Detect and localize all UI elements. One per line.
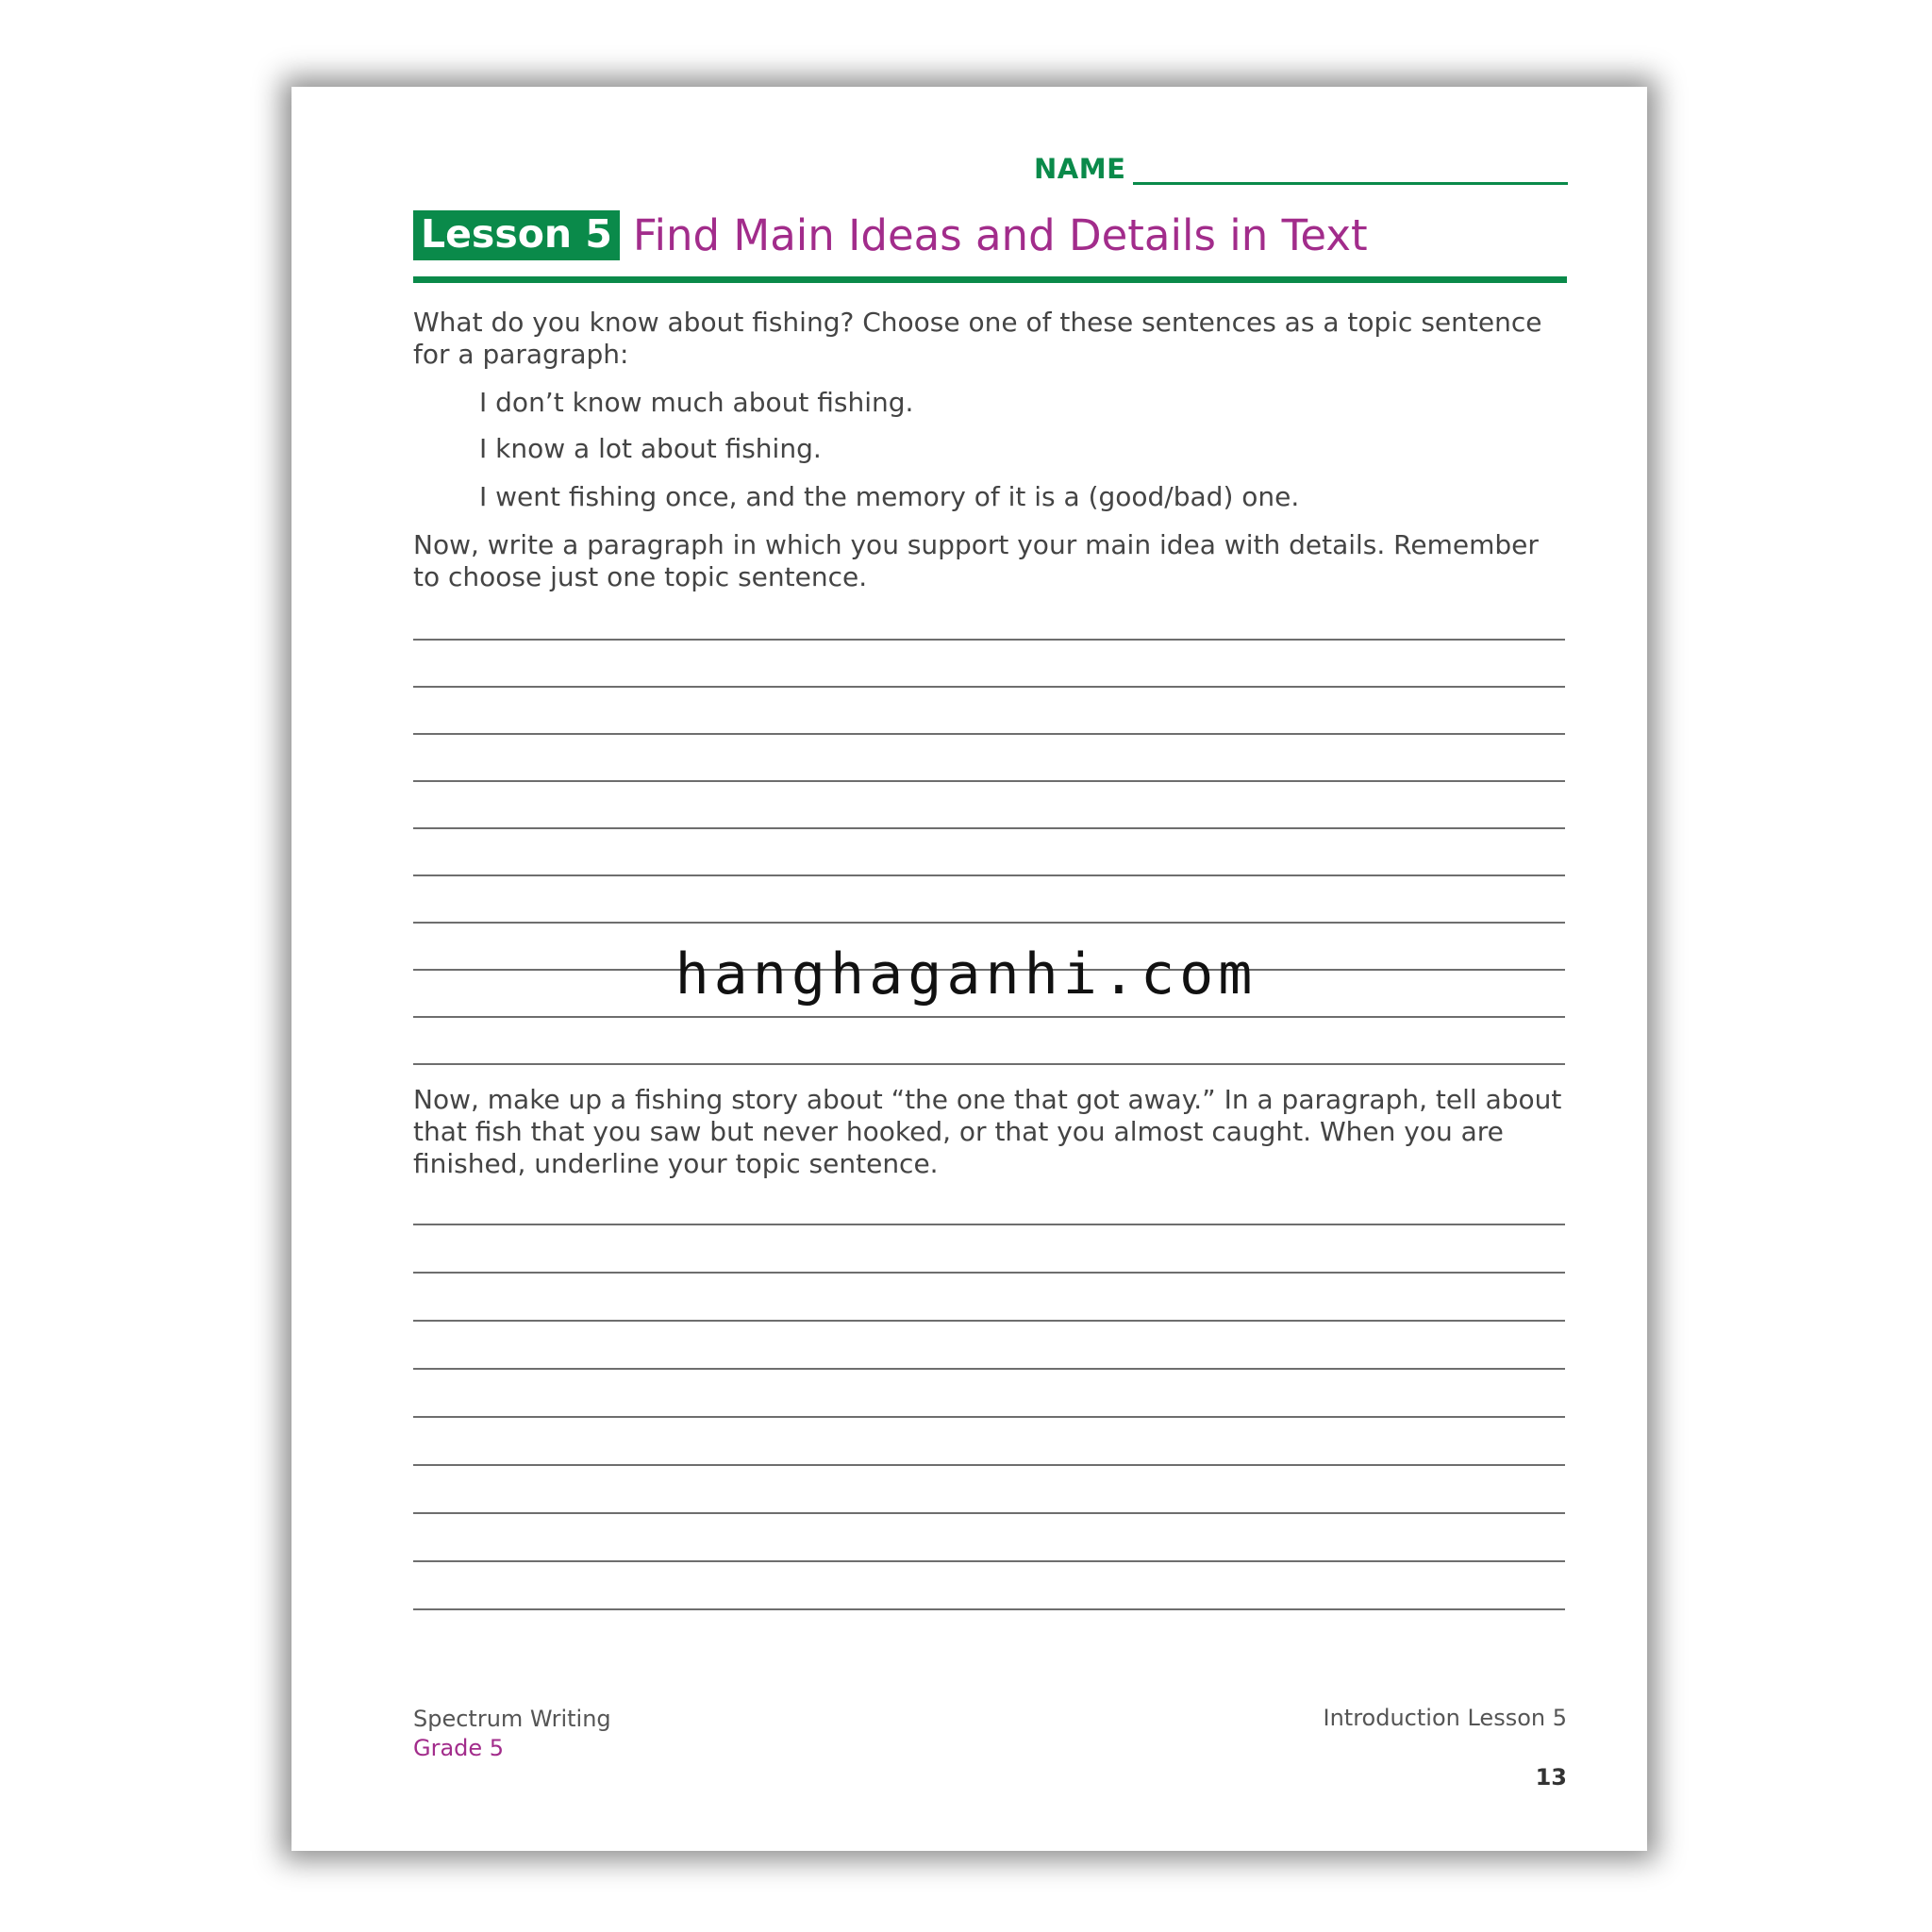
writing-line[interactable] — [413, 1063, 1565, 1065]
footer-section: Introduction Lesson 5 — [1323, 1705, 1567, 1731]
topic-option-3: I went fishing once, and the memory of it is a (good/bad) one. — [479, 481, 1300, 512]
topic-option-2: I know a lot about fishing. — [479, 433, 822, 464]
title-divider — [413, 276, 1567, 283]
section1-prompt: What do you know about fishing? Choose one of these sentences as a topic sentence for a paragraph: — [413, 307, 1542, 370]
writing-line[interactable] — [413, 827, 1565, 829]
topic-option-1: I don’t know much about fishing. — [479, 387, 914, 418]
writing-line[interactable] — [413, 1608, 1565, 1610]
section2-prompt: Now, make up a fishing story about “the one that got away.” In a paragraph, tell about that fish that you saw but never hooked, or that you almost caught. When you are finished, underline your topic sentence. — [413, 1084, 1562, 1179]
book-series: Spectrum Writing — [413, 1706, 611, 1732]
writing-line[interactable] — [413, 686, 1565, 688]
writing-line[interactable] — [413, 922, 1565, 924]
writing-line[interactable] — [413, 733, 1565, 735]
name-field — [1034, 153, 1568, 185]
writing-line[interactable] — [413, 1224, 1565, 1225]
writing-line[interactable] — [413, 1560, 1565, 1562]
page-number: 13 — [1535, 1764, 1567, 1790]
lesson-heading — [413, 210, 1567, 260]
writing-line[interactable] — [413, 1368, 1565, 1370]
writing-line[interactable] — [413, 874, 1565, 876]
writing-line[interactable] — [413, 1416, 1565, 1418]
section1-instruction: Now, write a paragraph in which you support your main idea with details. Remember to choose just one topic sentence. — [413, 529, 1539, 592]
book-grade: Grade 5 — [413, 1735, 505, 1761]
name-label: NAME — [1034, 153, 1126, 185]
writing-line[interactable] — [413, 1272, 1565, 1274]
writing-line[interactable] — [413, 1464, 1565, 1466]
lesson-badge: Lesson 5 — [413, 210, 620, 260]
writing-line[interactable] — [413, 780, 1565, 782]
name-blank-line — [1133, 176, 1568, 185]
writing-line[interactable] — [413, 639, 1565, 641]
writing-line[interactable] — [413, 1016, 1565, 1018]
footer-book-info — [413, 1705, 611, 1763]
watermark-text: hanghaganhi.com — [675, 941, 1257, 1008]
writing-line[interactable] — [413, 1320, 1565, 1322]
writing-line[interactable] — [413, 1512, 1565, 1514]
lesson-title: Find Main Ideas and Details in Text — [632, 210, 1368, 261]
